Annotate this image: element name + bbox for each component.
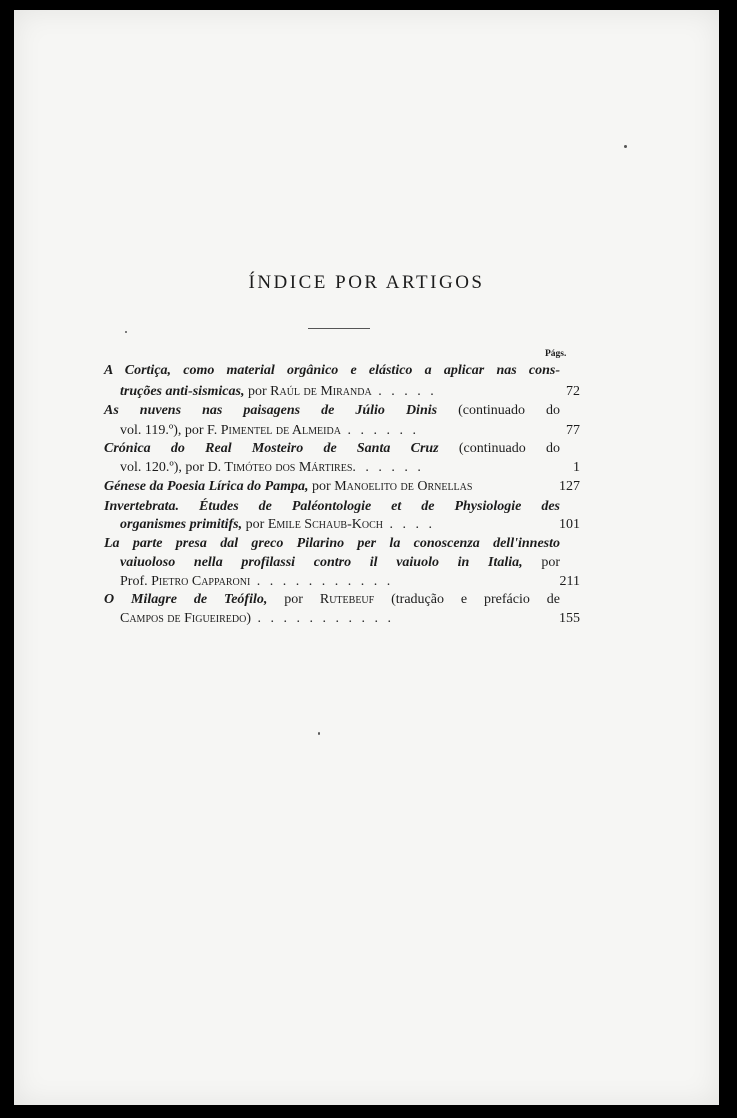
entry-4-page: 127 xyxy=(559,479,580,494)
page xyxy=(14,10,719,1105)
entry-1-line-2: truções anti-sismicas, por Raúl de Miranda . . . . . xyxy=(120,384,437,399)
pages-column-header: Págs. xyxy=(545,349,567,359)
page-title: ÍNDICE POR ARTIGOS xyxy=(248,272,485,293)
entry-7-page: 155 xyxy=(559,611,580,626)
entry-3-line-2: vol. 120.º), por D. Timóteo dos Mártires. . . . . . xyxy=(120,460,424,475)
entry-2-line-1: As nuvens nas paisagens de Júlio Dinis (continuado do xyxy=(104,403,560,418)
ink-speck xyxy=(125,331,127,333)
entry-6-page: 211 xyxy=(559,574,580,589)
entry-4-line-1: Génese da Poesia Lírica do Pampa, por Manoelito de Ornellas xyxy=(104,479,473,494)
entry-7-line-2: Campos de Figueiredo) . . . . . . . . . . . xyxy=(120,611,395,626)
ink-speck xyxy=(318,732,320,735)
entry-1-line-1: A Cortiça, como material orgânico e elástico a aplicar nas cons- xyxy=(104,363,560,378)
entry-3-page: 1 xyxy=(573,460,580,475)
title-rule xyxy=(308,328,370,329)
entry-5-page: 101 xyxy=(559,517,580,532)
entry-1-page: 72 xyxy=(566,384,580,399)
entry-7-line-1: O Milagre de Teófilo, por Rutebeuf (tradução e prefácio de xyxy=(104,592,561,607)
ink-speck xyxy=(624,145,627,148)
entry-5-line-2: organismes primitifs, por Emile Schaub-Koch . . . . xyxy=(120,517,435,532)
entry-5-line-1: Invertebrata. Études de Paléontologie et de Physiologie des xyxy=(104,499,560,514)
entry-6-line-3: Prof. Pietro Capparoni . . . . . . . . . . . xyxy=(120,574,394,589)
entry-2-page: 77 xyxy=(566,423,580,438)
entry-3-line-1: Crónica do Real Mosteiro de Santa Cruz (continuado do xyxy=(104,441,561,456)
entry-2-line-2: vol. 119.º), por F. Pimentel de Almeida . . . . . . xyxy=(120,423,419,438)
entry-6-line-2: vaiuoloso nella profilassi contro il vaiuolo in Italia, por xyxy=(120,555,560,570)
entry-6-line-1: La parte presa dal greco Pilarino per la conoscenza dell'innesto xyxy=(104,536,560,551)
